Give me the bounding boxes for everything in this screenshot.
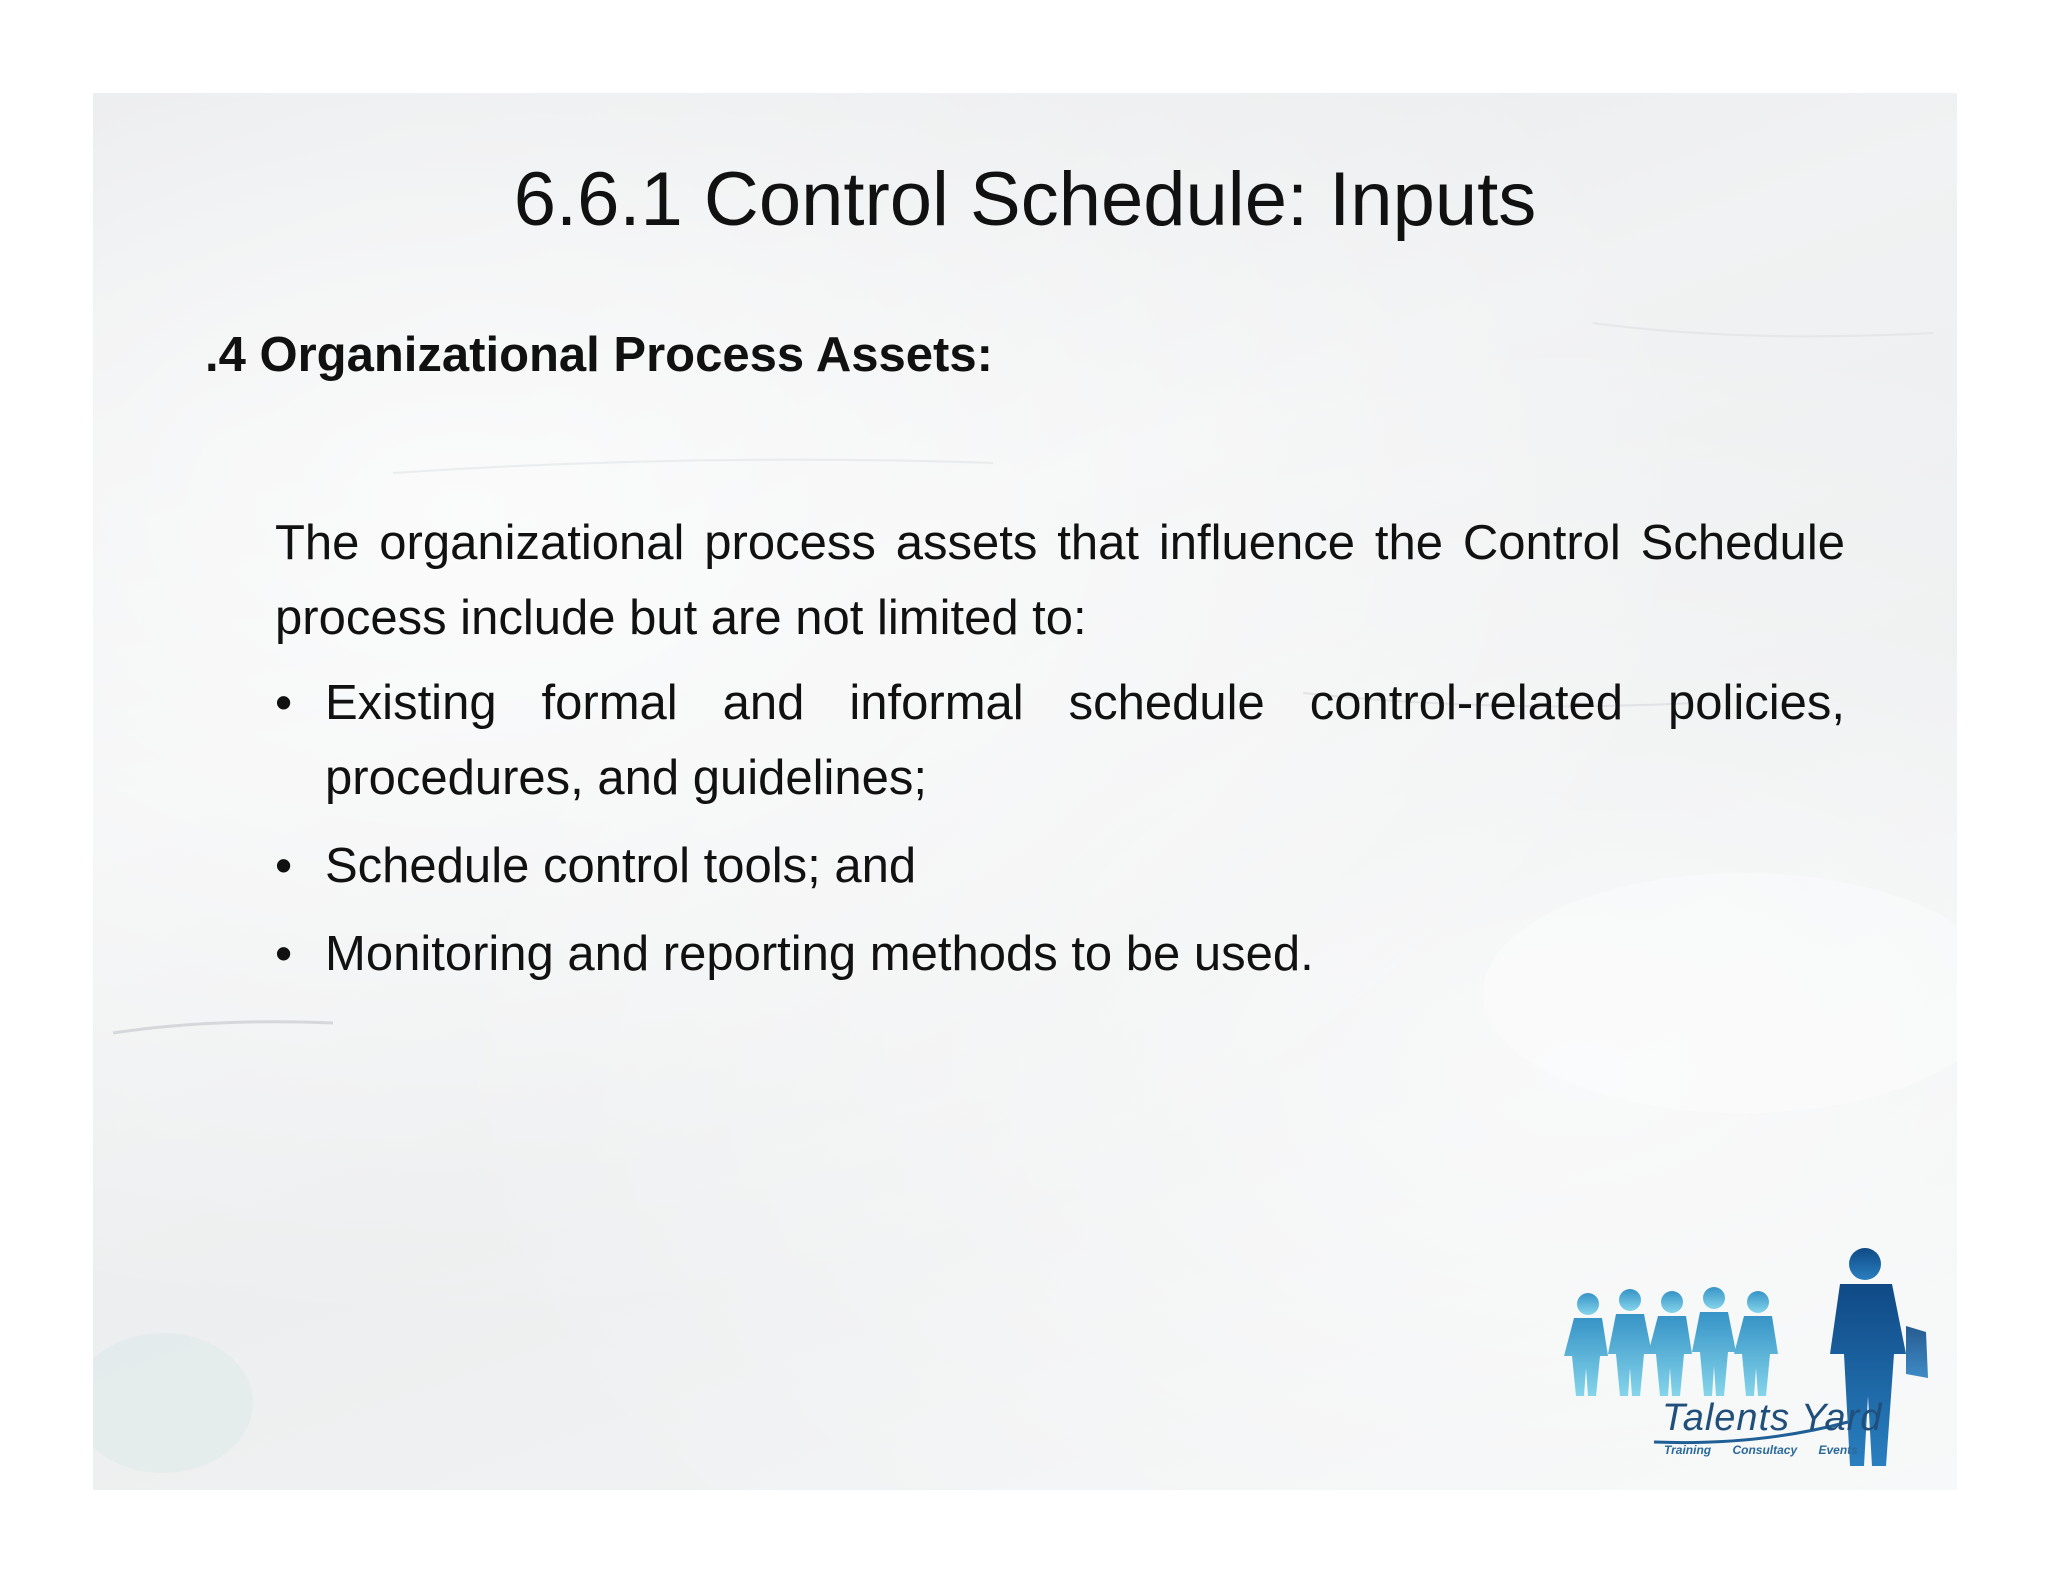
list-item-text: Schedule control tools; and bbox=[325, 839, 917, 893]
talents-yard-logo bbox=[1558, 1246, 1948, 1476]
bullet-icon: • bbox=[275, 676, 293, 730]
slide-title: 6.6.1 Control Schedule: Inputs bbox=[513, 157, 1537, 242]
bullet-icon: • bbox=[275, 927, 293, 981]
list-item bbox=[275, 917, 1845, 992]
section-heading: .4 Organizational Process Assets: bbox=[205, 328, 993, 382]
logo-name: Talents Yard bbox=[1662, 1397, 1883, 1439]
slide bbox=[93, 93, 1957, 1490]
list-item bbox=[275, 829, 1845, 904]
list-item bbox=[275, 666, 1845, 816]
list-item-text: Monitoring and reporting methods to be used. bbox=[325, 927, 1314, 981]
intro-paragraph: The organizational process assets that influence the Control Schedule process include but are not limited to: bbox=[275, 516, 1845, 645]
logo-tagline: Training Consultacy Events bbox=[1664, 1443, 1858, 1457]
bullet-list bbox=[275, 666, 1845, 992]
list-item-text: Existing formal and informal schedule control-related policies, procedures, and guidelines; bbox=[325, 676, 1845, 805]
bullet-icon: • bbox=[275, 839, 293, 893]
slide-body bbox=[275, 506, 1845, 1005]
